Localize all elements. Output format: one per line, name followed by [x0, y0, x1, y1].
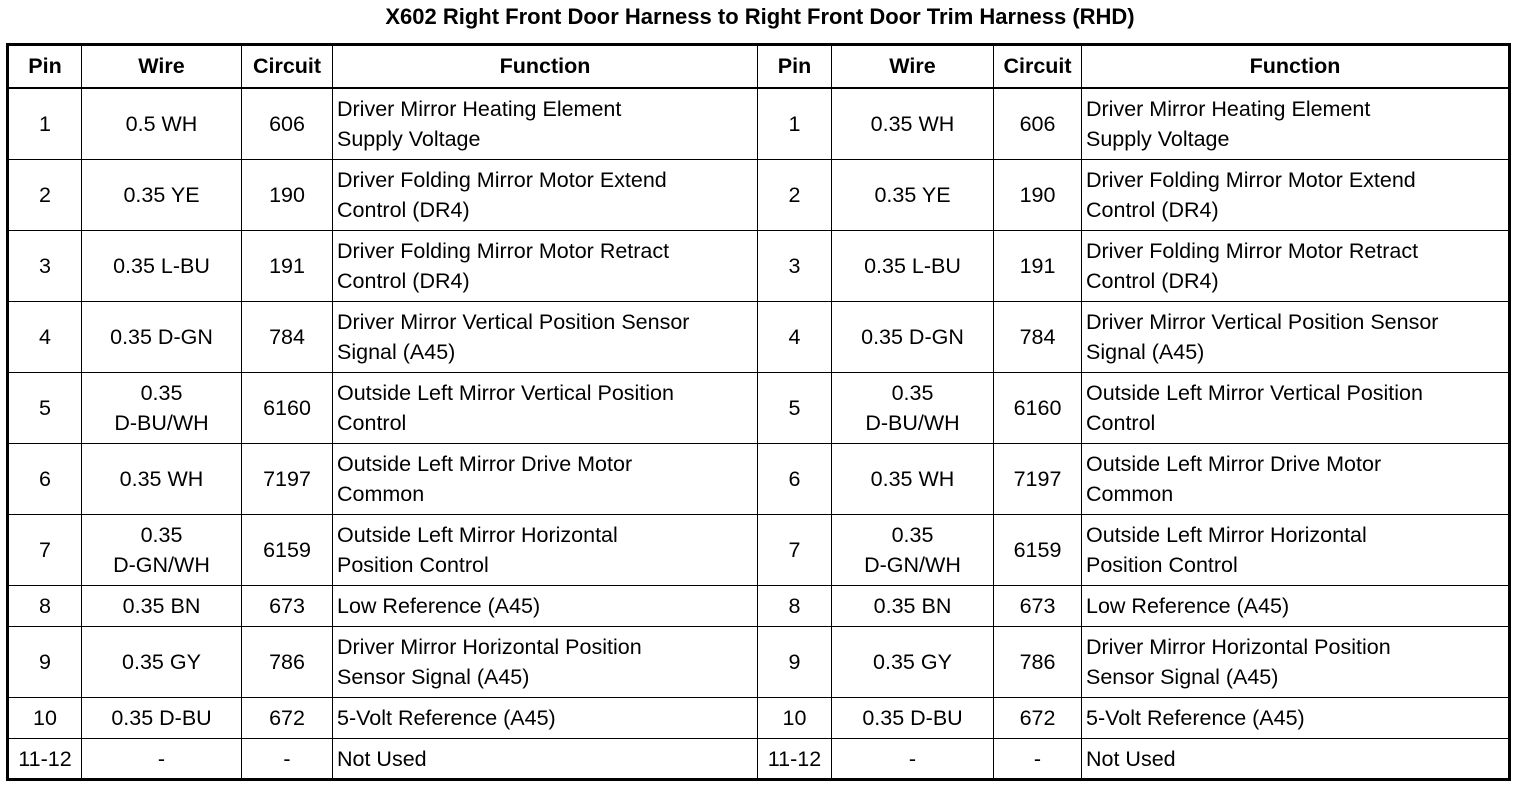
wire-text: - — [908, 746, 917, 771]
function-text: Position Control — [1086, 553, 1238, 577]
circuit-text: 786 — [269, 650, 305, 674]
header-wire: Wire — [832, 45, 994, 89]
pin-text: 5 — [39, 396, 51, 420]
pin-text: 8 — [39, 594, 51, 618]
function-cell — [1082, 586, 1510, 627]
circuit-text: 6159 — [1013, 538, 1062, 562]
header-function: Function — [333, 45, 758, 89]
pin-text: 9 — [39, 650, 51, 674]
function-text: Supply Voltage — [1086, 127, 1230, 151]
table-row — [8, 586, 1510, 627]
function-cell — [1082, 231, 1510, 302]
wire-cell — [832, 586, 994, 627]
circuit-cell — [242, 627, 333, 698]
wire-cell — [82, 515, 242, 586]
wire-text: 0.35 YE — [874, 183, 951, 207]
pin-text: 7 — [39, 538, 51, 562]
wire-cell — [832, 88, 994, 160]
pin-cell — [758, 739, 832, 780]
wire-text: D-GN/WH — [113, 553, 210, 577]
circuit-text: 6159 — [263, 538, 311, 562]
pin-cell — [8, 373, 82, 444]
function-cell — [1082, 515, 1510, 586]
function-cell — [1082, 444, 1510, 515]
wire-cell — [82, 373, 242, 444]
function-text: Driver Folding Mirror Motor Extend — [1086, 168, 1416, 192]
function-text: 5-Volt Reference (A45) — [1086, 706, 1305, 730]
function-cell — [1082, 739, 1510, 780]
wire-cell — [82, 231, 242, 302]
function-cell — [1082, 698, 1510, 739]
pin-cell — [758, 231, 832, 302]
wire-cell — [832, 515, 994, 586]
wire-cell — [82, 444, 242, 515]
table-row — [8, 515, 1510, 586]
circuit-cell — [994, 160, 1082, 231]
function-cell — [333, 698, 758, 739]
circuit-cell — [242, 231, 333, 302]
wire-text: 0.35 — [140, 381, 183, 405]
circuit-cell — [242, 160, 333, 231]
circuit-cell — [994, 515, 1082, 586]
function-text: Outside Left Mirror Vertical Position — [337, 381, 674, 405]
function-text: Driver Mirror Vertical Position Sensor — [1086, 310, 1439, 334]
pin-cell — [758, 444, 832, 515]
pin-cell — [758, 302, 832, 373]
function-cell — [333, 373, 758, 444]
function-text: Common — [1086, 482, 1174, 506]
circuit-text: 7197 — [263, 467, 311, 491]
circuit-text: 190 — [1019, 183, 1056, 207]
function-text: Control (DR4) — [1086, 269, 1219, 293]
table-row — [8, 739, 1510, 780]
circuit-text: 673 — [269, 594, 305, 618]
wire-text: 0.35 D-BU — [111, 706, 212, 730]
circuit-cell — [994, 627, 1082, 698]
function-text: Low Reference (A45) — [1086, 594, 1290, 618]
pin-cell — [758, 515, 832, 586]
pin-cell — [758, 88, 832, 160]
pin-text: 1 — [788, 112, 801, 136]
function-text: Control (DR4) — [337, 198, 470, 222]
function-cell — [333, 160, 758, 231]
table-row — [8, 444, 1510, 515]
circuit-text: 6160 — [1013, 396, 1062, 420]
pin-cell — [8, 698, 82, 739]
function-text: Outside Left Mirror Horizontal — [1086, 523, 1367, 547]
pin-text: 3 — [39, 254, 51, 278]
circuit-cell — [242, 515, 333, 586]
function-text: Position Control — [337, 553, 489, 577]
circuit-text: - — [1033, 746, 1042, 771]
pin-cell — [8, 586, 82, 627]
function-cell — [333, 515, 758, 586]
table-row — [8, 231, 1510, 302]
header-circuit: Circuit — [242, 45, 333, 89]
pin-cell — [8, 88, 82, 160]
wire-text: 0.35 BN — [122, 594, 201, 618]
wire-text: 0.35 D-GN — [861, 325, 964, 349]
circuit-text: 6160 — [263, 396, 311, 420]
circuit-text: 7197 — [1013, 467, 1062, 491]
pin-text: 11-12 — [18, 746, 72, 771]
wire-cell — [832, 444, 994, 515]
function-text: Sensor Signal (A45) — [337, 665, 530, 689]
pin-cell — [8, 231, 82, 302]
pin-text: 2 — [39, 183, 51, 207]
circuit-text: 191 — [269, 254, 305, 278]
pin-text: 4 — [788, 325, 801, 349]
wire-text: D-GN/WH — [864, 553, 961, 577]
circuit-cell — [994, 698, 1082, 739]
circuit-text: 786 — [1019, 650, 1056, 674]
pin-text: 7 — [788, 538, 801, 562]
wire-cell — [832, 231, 994, 302]
function-text: Supply Voltage — [337, 127, 481, 151]
circuit-text: 606 — [1019, 112, 1056, 136]
circuit-cell — [994, 302, 1082, 373]
pin-cell — [758, 373, 832, 444]
wire-cell — [82, 739, 242, 780]
function-text: Signal (A45) — [1086, 340, 1205, 364]
circuit-cell — [994, 444, 1082, 515]
wire-cell — [82, 627, 242, 698]
circuit-cell — [994, 739, 1082, 780]
header-pin: Pin — [758, 45, 832, 89]
function-text: Low Reference (A45) — [337, 594, 541, 618]
wire-cell — [82, 698, 242, 739]
wire-cell — [832, 698, 994, 739]
wire-text: 0.35 — [891, 381, 934, 405]
function-text: Not Used — [337, 746, 427, 771]
function-text: Driver Mirror Vertical Position Sensor — [337, 310, 690, 334]
wire-text: D-BU/WH — [865, 411, 960, 435]
pin-text: 5 — [788, 396, 801, 420]
wire-text: 0.35 L-BU — [113, 254, 210, 278]
circuit-text: 672 — [1019, 706, 1056, 730]
circuit-text: 606 — [269, 112, 305, 136]
function-text: Not Used — [1086, 746, 1176, 771]
header-pin: Pin — [8, 45, 82, 89]
pin-cell — [8, 739, 82, 780]
wire-text: 0.35 D-BU — [862, 706, 963, 730]
wire-text: 0.35 L-BU — [864, 254, 961, 278]
circuit-text: 672 — [269, 706, 305, 730]
wire-text: 0.35 D-GN — [110, 325, 213, 349]
function-cell — [333, 88, 758, 160]
wire-cell — [82, 302, 242, 373]
circuit-cell — [242, 739, 333, 780]
pin-text: 1 — [39, 112, 51, 136]
function-cell — [333, 302, 758, 373]
wire-text: 0.35 BN — [873, 594, 952, 618]
function-cell — [1082, 88, 1510, 160]
circuit-text: 191 — [1019, 254, 1056, 278]
circuit-text: 784 — [1019, 325, 1056, 349]
function-cell — [333, 586, 758, 627]
wire-text: 0.35 WH — [870, 467, 955, 491]
function-text: Control — [337, 411, 407, 435]
circuit-cell — [242, 373, 333, 444]
function-text: Driver Mirror Horizontal Position — [337, 635, 642, 659]
wire-text: 0.5 WH — [125, 112, 198, 136]
pin-text: 8 — [788, 594, 801, 618]
wire-text: 0.35 YE — [123, 183, 200, 207]
pin-text: 6 — [39, 467, 51, 491]
wire-cell — [82, 586, 242, 627]
function-cell — [1082, 627, 1510, 698]
pin-text: 10 — [33, 706, 57, 730]
wire-cell — [82, 160, 242, 231]
pin-cell — [8, 515, 82, 586]
function-cell — [333, 444, 758, 515]
pin-cell — [758, 627, 832, 698]
circuit-cell — [242, 444, 333, 515]
wire-text: 0.35 — [140, 523, 183, 547]
circuit-cell — [994, 373, 1082, 444]
function-text: Outside Left Mirror Vertical Position — [1086, 381, 1423, 405]
table-row — [8, 88, 1510, 160]
wire-cell — [832, 627, 994, 698]
pin-text: 3 — [788, 254, 801, 278]
wire-text: 0.35 GY — [873, 650, 952, 674]
wire-text: 0.35 WH — [119, 467, 204, 491]
wire-text: 0.35 — [891, 523, 934, 547]
function-text: Driver Mirror Heating Element — [337, 97, 622, 121]
table-row — [8, 698, 1510, 739]
circuit-cell — [994, 586, 1082, 627]
wire-text: - — [157, 746, 166, 771]
pin-text: 9 — [788, 650, 801, 674]
wire-text: D-BU/WH — [114, 411, 209, 435]
pin-cell — [758, 698, 832, 739]
function-text: Common — [337, 482, 425, 506]
pin-text: 10 — [782, 706, 807, 730]
function-text: Control (DR4) — [1086, 198, 1219, 222]
pin-cell — [758, 160, 832, 231]
pin-text: 4 — [39, 325, 51, 349]
function-text: Driver Folding Mirror Motor Extend — [337, 168, 667, 192]
function-text: Driver Folding Mirror Motor Retract — [337, 239, 670, 263]
function-cell — [333, 627, 758, 698]
wire-cell — [832, 739, 994, 780]
table-row — [8, 373, 1510, 444]
circuit-text: 784 — [269, 325, 305, 349]
function-text: Control — [1086, 411, 1156, 435]
circuit-text: - — [283, 746, 291, 771]
wire-cell — [832, 160, 994, 231]
table-row — [8, 627, 1510, 698]
circuit-cell — [242, 586, 333, 627]
wire-text: 0.35 WH — [870, 112, 955, 136]
function-cell — [1082, 160, 1510, 231]
pin-cell — [8, 302, 82, 373]
pin-cell — [8, 444, 82, 515]
pin-text: 11-12 — [767, 746, 822, 771]
pin-cell — [8, 627, 82, 698]
function-cell — [333, 739, 758, 780]
pin-text: 6 — [788, 467, 801, 491]
wire-cell — [832, 373, 994, 444]
function-text: 5-Volt Reference (A45) — [337, 706, 556, 730]
table-row — [8, 160, 1510, 231]
circuit-text: 190 — [269, 183, 305, 207]
function-text: Outside Left Mirror Drive Motor — [1086, 452, 1382, 476]
header-function: Function — [1082, 45, 1510, 89]
function-text: Signal (A45) — [337, 340, 456, 364]
circuit-text: 673 — [1019, 594, 1056, 618]
circuit-cell — [242, 302, 333, 373]
wire-cell — [832, 302, 994, 373]
header-row — [8, 45, 1510, 89]
function-text: Driver Mirror Heating Element — [1086, 97, 1371, 121]
function-cell — [333, 231, 758, 302]
function-text: Driver Mirror Horizontal Position — [1086, 635, 1391, 659]
function-cell — [1082, 373, 1510, 444]
function-text: Outside Left Mirror Horizontal — [337, 523, 618, 547]
wire-cell — [82, 88, 242, 160]
circuit-cell — [994, 88, 1082, 160]
circuit-cell — [994, 231, 1082, 302]
circuit-cell — [242, 88, 333, 160]
pin-text: 2 — [788, 183, 801, 207]
pinout-table — [6, 43, 1511, 781]
header-circuit: Circuit — [994, 45, 1082, 89]
function-text: Sensor Signal (A45) — [1086, 665, 1279, 689]
header-wire: Wire — [82, 45, 242, 89]
wire-text: 0.35 GY — [122, 650, 201, 674]
function-text: Driver Folding Mirror Motor Retract — [1086, 239, 1419, 263]
function-text: Control (DR4) — [337, 269, 470, 293]
function-cell — [1082, 302, 1510, 373]
table-row — [8, 302, 1510, 373]
pin-cell — [8, 160, 82, 231]
page-title: X602 Right Front Door Harness to Right Front Door Trim Harness (RHD) — [385, 4, 1135, 29]
function-text: Outside Left Mirror Drive Motor — [337, 452, 633, 476]
pin-cell — [758, 586, 832, 627]
circuit-cell — [242, 698, 333, 739]
